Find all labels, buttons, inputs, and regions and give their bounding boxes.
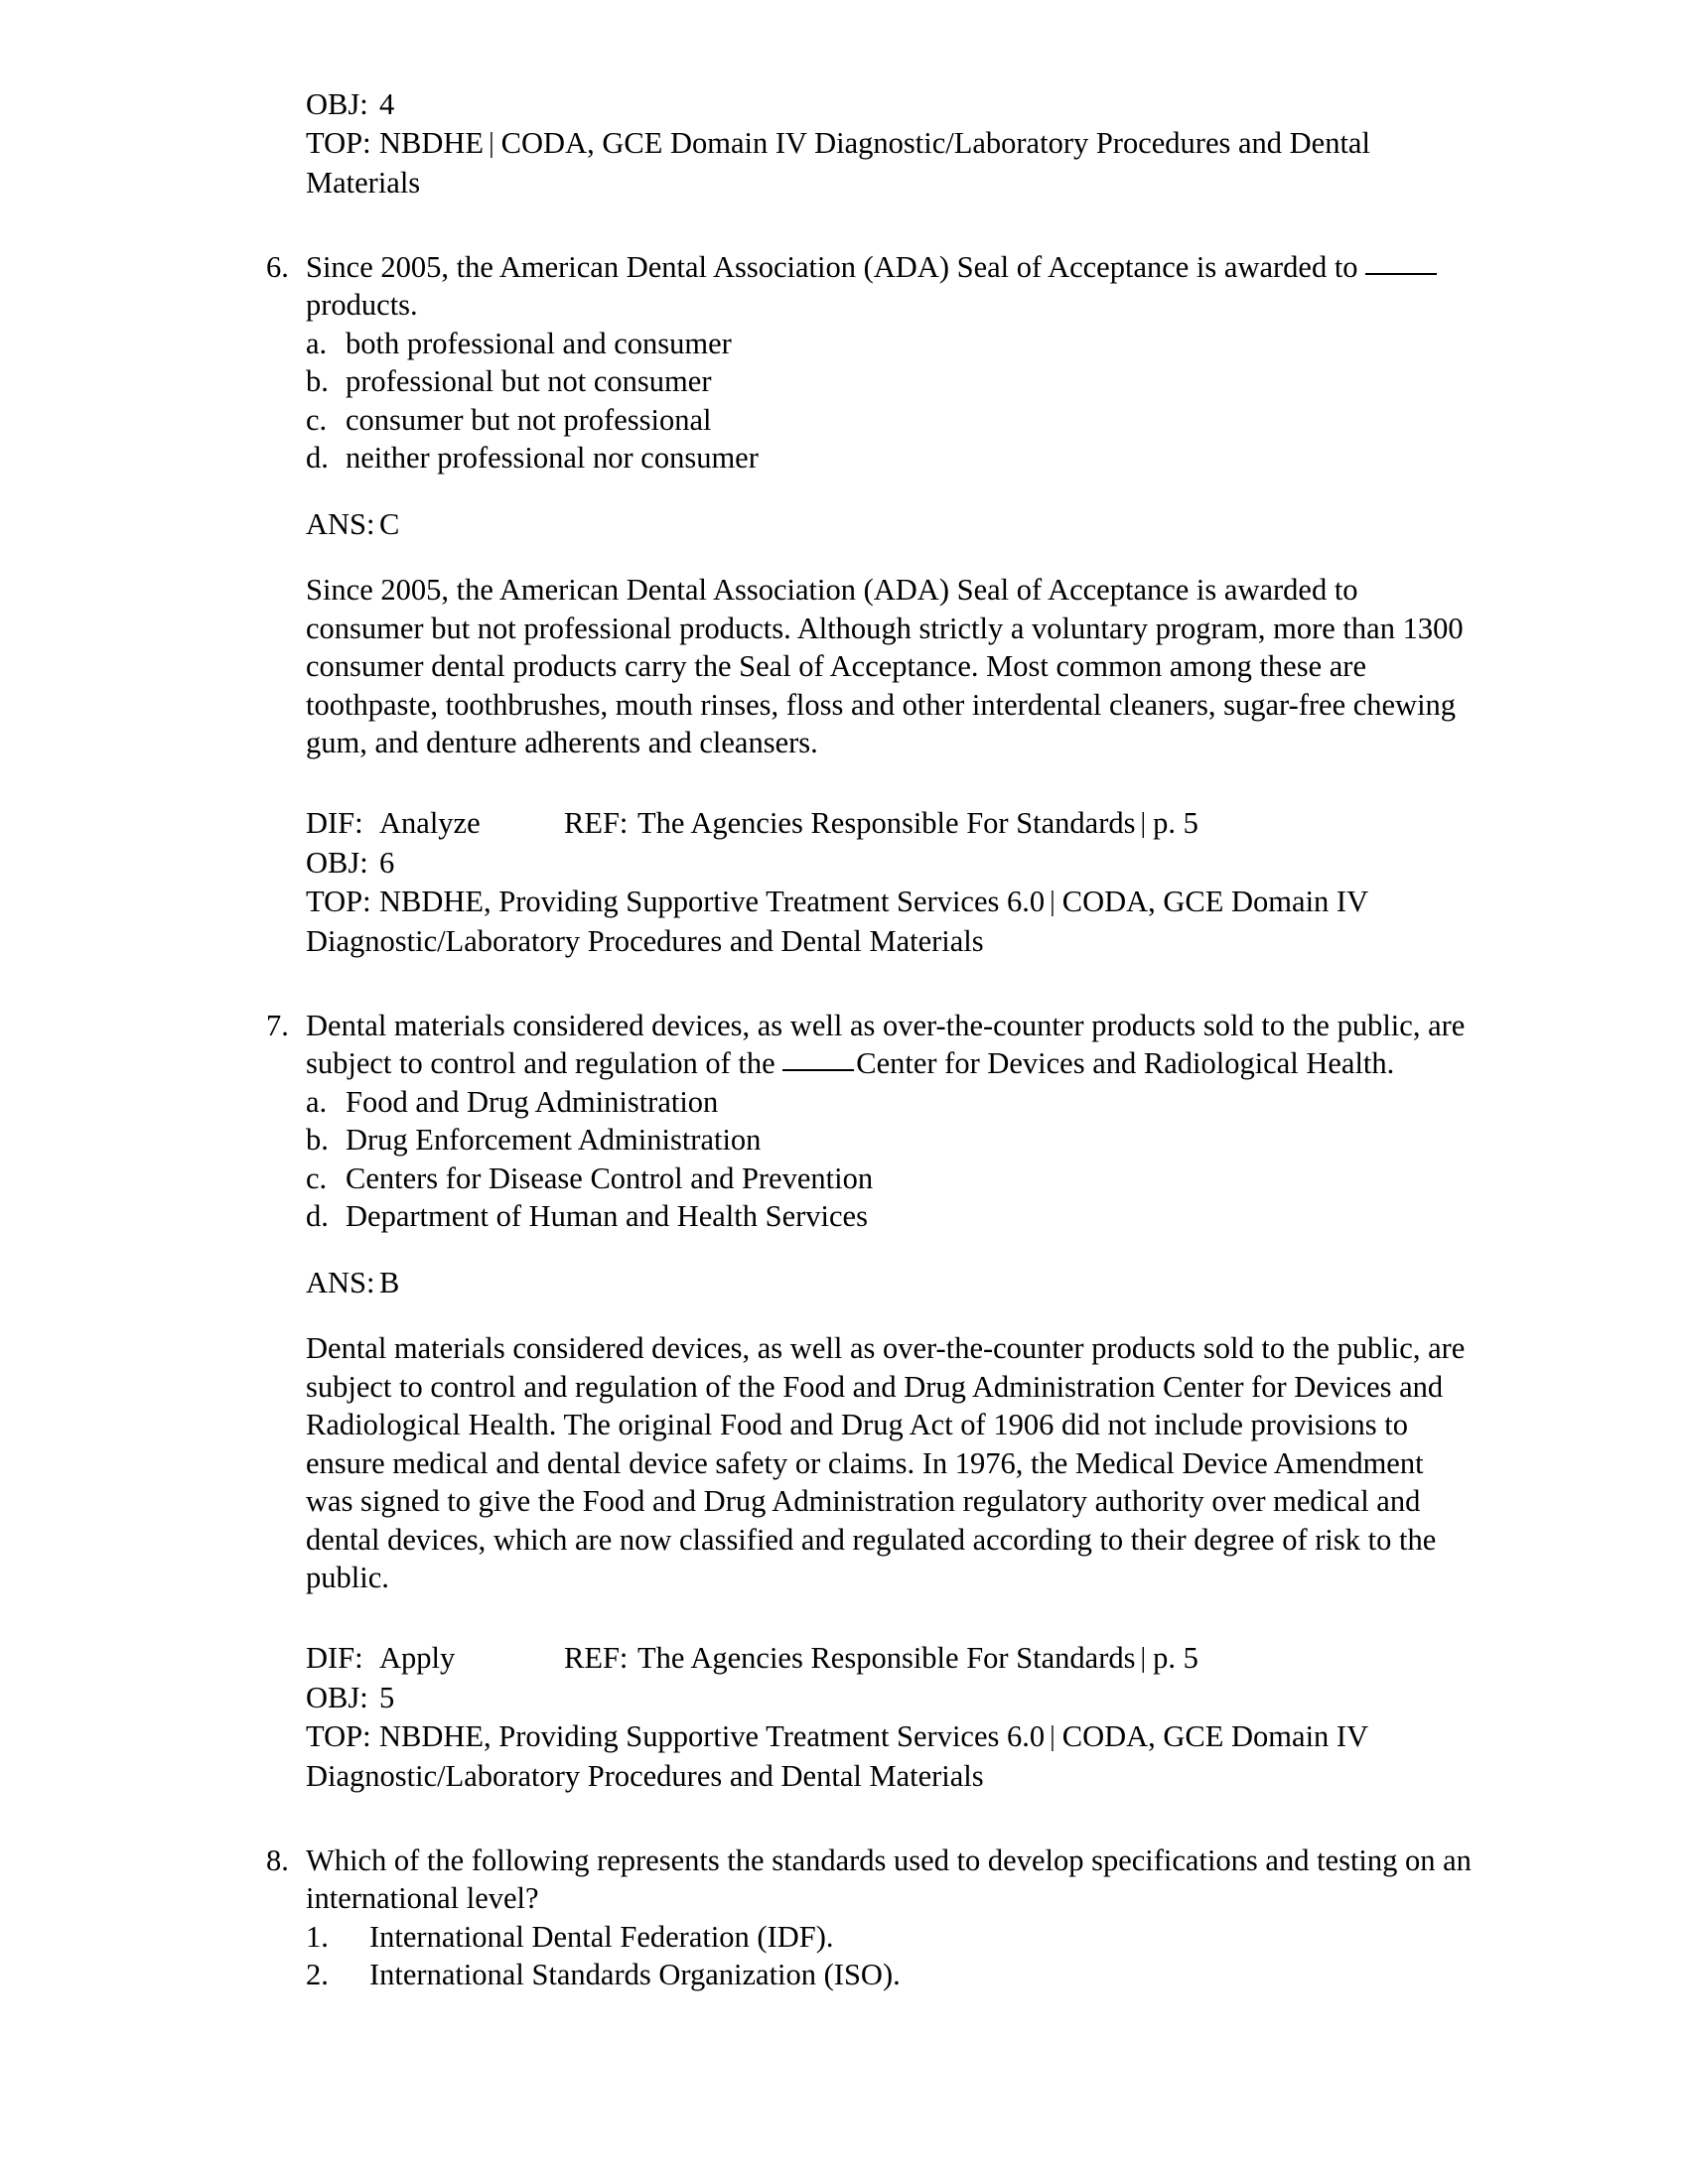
- ref-page: p. 5: [1153, 1640, 1198, 1675]
- question-7-options: [306, 1083, 1517, 1236]
- top-label: TOP:: [306, 1718, 371, 1753]
- pipe-separator-icon: [484, 123, 501, 164]
- option-b-letter: b.: [306, 1123, 329, 1157]
- option-2-number: 2.: [306, 1958, 329, 1991]
- obj-label: OBJ:: [306, 1681, 368, 1714]
- question-8-stem-row: [266, 1842, 1517, 1994]
- question-6-answer: [306, 505, 1517, 544]
- option-b-letter: b.: [306, 364, 329, 398]
- ref-page: p. 5: [1153, 805, 1198, 840]
- question-6-rationale: Since 2005, the American Dental Association (ADA) Seal of Acceptance is awarded to consumer but not professional products. Although strictly a voluntary program, more than 1300 consumer dental products carry the Seal of Acceptance. Most common among these are toothpaste, toothbrushes, mouth rinses, floss and other interdental cleaners, sugar-free chewing gum, and denture adherents and cleansers.: [306, 573, 1464, 759]
- obj-line: [306, 85, 1477, 124]
- dif-label: DIF:: [306, 1640, 363, 1675]
- ref-value: The Agencies Responsible For Standards: [637, 1640, 1136, 1675]
- question-7-stem: [306, 1007, 1517, 1083]
- pipe-separator-icon: [1135, 1638, 1153, 1679]
- option-c-letter: c.: [306, 402, 328, 437]
- option-a[interactable]: [306, 1083, 1517, 1122]
- question-7-answer: [306, 1264, 1517, 1302]
- obj-value: 5: [379, 1681, 395, 1714]
- question-6-number: 6.: [266, 249, 289, 284]
- top-label: TOP:: [306, 884, 371, 918]
- pipe-separator-icon: [1135, 803, 1153, 844]
- question-6-body: [306, 248, 1517, 478]
- question-7-stem-row: [266, 1007, 1517, 1236]
- option-a-text: both professional and consumer: [346, 326, 732, 360]
- question-6-options: [306, 325, 1517, 478]
- top-value-nbdhe: NBDHE: [379, 125, 485, 160]
- question-6-stem-row: [266, 248, 1517, 478]
- obj-value: 6: [379, 846, 395, 880]
- obj-line: [306, 844, 1477, 883]
- answer-value: C: [379, 506, 400, 541]
- option-b[interactable]: [306, 1121, 1517, 1160]
- ref-label: REF:: [564, 1640, 629, 1675]
- option-d-text: Department of Human and Health Services: [346, 1199, 868, 1233]
- question-6: [266, 248, 1517, 961]
- option-d-text: neither professional nor consumer: [346, 441, 759, 475]
- option-b[interactable]: [306, 362, 1517, 401]
- top-line: [306, 1717, 1477, 1796]
- option-a-letter: a.: [306, 1084, 328, 1119]
- option-a-text: Food and Drug Administration: [346, 1084, 719, 1119]
- question-8-options: [306, 1918, 1517, 1994]
- question-6-blank: [1365, 273, 1437, 275]
- option-c-letter: c.: [306, 1160, 328, 1195]
- answer-label: ANS:: [306, 1265, 375, 1299]
- top-value-coda: CODA, GCE Domain IV Diagnostic/Laboratory Procedures and Dental Materials: [306, 884, 1368, 958]
- question-6-stem: [306, 248, 1517, 325]
- option-d-letter: d.: [306, 441, 329, 475]
- question-6-stem-part2: products.: [306, 288, 418, 322]
- obj-label: OBJ:: [306, 846, 368, 880]
- question-7-metadata: [306, 1639, 1477, 1796]
- top-line: [306, 883, 1477, 961]
- option-d[interactable]: [306, 1197, 1517, 1236]
- option-d[interactable]: [306, 439, 1517, 478]
- question-7-rationale: Dental materials considered devices, as well as over-the-counter products sold to the public, are subject to control and regulation of the Food and Drug Administration Center for Devices and Radiological Health. The original Food and Drug Act of 1906 did not include provisions to ensure medical and dental device safety or claims. In 1976, the Medical Device Amendment was signed to give the Food and Drug Administration regulatory authority over medical and dental devices, which are now classified and regulated according to their degree of risk to the public.: [306, 1331, 1466, 1594]
- top-label: TOP:: [306, 125, 371, 160]
- option-c[interactable]: [306, 1160, 1517, 1198]
- top-value-nbdhe: NBDHE, Providing Supportive Treatment Services 6.0: [379, 884, 1046, 918]
- obj-line: [306, 1679, 1477, 1717]
- question-6-metadata: [306, 804, 1477, 961]
- option-2-text: International Standards Organization (ISO).: [369, 1958, 901, 1991]
- option-a[interactable]: [306, 325, 1517, 363]
- top-value-coda: CODA, GCE Domain IV Diagnostic/Laboratory Procedures and Dental Materials: [306, 125, 1370, 200]
- option-1[interactable]: [306, 1918, 1517, 1957]
- pipe-separator-icon: [1045, 1716, 1062, 1757]
- obj-label: OBJ:: [306, 87, 368, 121]
- top-value-coda: CODA, GCE Domain IV Diagnostic/Laboratory Procedures and Dental Materials: [306, 1718, 1368, 1793]
- answer-label: ANS:: [306, 506, 375, 541]
- dif-value: Analyze: [379, 805, 481, 840]
- option-1-number: 1.: [306, 1919, 329, 1954]
- ref-label: REF:: [564, 805, 629, 840]
- option-2[interactable]: [306, 1956, 1517, 1994]
- question-8: [266, 1842, 1517, 1994]
- option-1-text: International Dental Federation (IDF).: [369, 1919, 834, 1954]
- top-value-nbdhe: NBDHE, Providing Supportive Treatment Services 6.0: [379, 1718, 1046, 1753]
- page-content: [266, 85, 1517, 1994]
- option-d-letter: d.: [306, 1199, 329, 1233]
- metadata-block-top: [306, 85, 1477, 203]
- question-7-number: 7.: [266, 1008, 289, 1042]
- ref-value: The Agencies Responsible For Standards: [637, 805, 1136, 840]
- question-8-stem: Which of the following represents the standards used to develop specifications and testing on an international level?: [306, 1843, 1472, 1915]
- dif-ref-line: [306, 1639, 1477, 1680]
- option-b-text: professional but not consumer: [346, 364, 712, 398]
- dif-label: DIF:: [306, 805, 363, 840]
- dif-ref-line: [306, 804, 1477, 845]
- question-8-number: 8.: [266, 1843, 289, 1877]
- option-b-text: Drug Enforcement Administration: [346, 1123, 762, 1157]
- dif-value: Apply: [379, 1640, 456, 1675]
- top-line: [306, 124, 1477, 203]
- question-7-blank: [782, 1069, 854, 1071]
- question-7-body: [306, 1007, 1517, 1236]
- pipe-separator-icon: [1045, 882, 1062, 922]
- question-8-body: [306, 1842, 1517, 1994]
- option-c-text: Centers for Disease Control and Prevention: [346, 1160, 874, 1195]
- option-c[interactable]: [306, 401, 1517, 440]
- question-7: [266, 1007, 1517, 1796]
- question-6-stem-part1: Since 2005, the American Dental Association (ADA) Seal of Acceptance is awarded to: [306, 249, 1358, 284]
- question-7-stem-part2: Center for Devices and Radiological Health.: [856, 1046, 1395, 1080]
- option-c-text: consumer but not professional: [346, 402, 712, 437]
- obj-value: 4: [379, 87, 395, 121]
- answer-value: B: [379, 1265, 400, 1299]
- option-a-letter: a.: [306, 326, 328, 360]
- question-7-stem-part1: Dental materials considered devices, as well as over-the-counter products sold to the public, are subject to control and regulation of the: [306, 1008, 1466, 1080]
